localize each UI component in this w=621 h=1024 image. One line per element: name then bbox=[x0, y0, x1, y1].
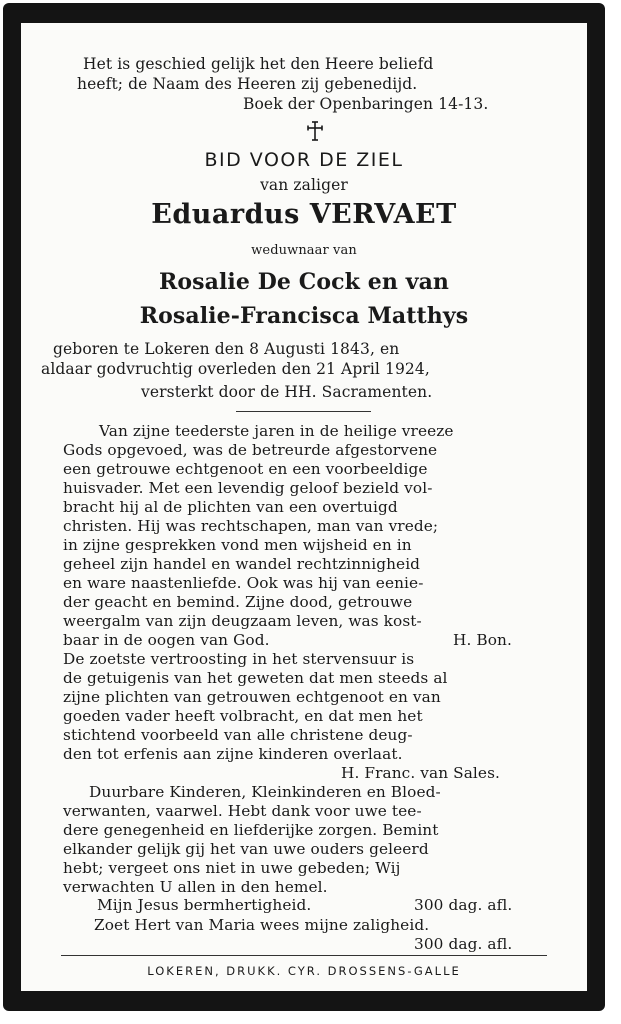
body-line: en ware naastenliefde. Ook was hij van eenie- bbox=[63, 574, 424, 592]
attribution: H. Bon. bbox=[453, 631, 512, 649]
body-line: dere genegenheid en liefderijke zorgen. Bemint bbox=[63, 821, 439, 839]
body-line: der geacht en bemind. Zijne dood, getrouwe bbox=[63, 593, 413, 611]
body-line: De zoetste vertroosting in het stervensuur is bbox=[63, 650, 415, 668]
body-line: huisvader. Met een levendig geloof bezield vol- bbox=[63, 479, 433, 497]
spouse-1: Rosalie De Cock en van bbox=[158, 269, 450, 295]
spouse-2: Rosalie-Francisca Matthys bbox=[139, 303, 469, 329]
attribution: H. Franc. van Sales. bbox=[341, 764, 500, 782]
prayer-2: Zoet Hert van Maria wees mijne zaligheid. bbox=[94, 916, 430, 934]
body-line: zijne plichten van getrouwen echtgenoot en van bbox=[63, 688, 441, 706]
quote-line-2: heeft; de Naam des Heeren zij gebenedijd. bbox=[77, 75, 418, 93]
body-line: weergalm van zijn deugzaam leven, was kost- bbox=[63, 612, 422, 630]
body-line: baar in de oogen van God. bbox=[63, 631, 270, 649]
deceased-name: Eduardus VERVAET bbox=[151, 199, 457, 230]
body-line: stichtend voorbeeld van alle christene deug- bbox=[63, 726, 413, 744]
cross-icon bbox=[304, 120, 326, 142]
body-line: een getrouwe echtgenoot en een voorbeeldige bbox=[63, 460, 428, 478]
card-content bbox=[21, 23, 587, 991]
body-line: geheel zijn handel en wandel rechtzinnigheid bbox=[63, 555, 421, 573]
body-line: hebt; vergeet ons niet in uwe gebeden; Wij bbox=[63, 859, 401, 877]
body-line: verwachten U allen in den hemel. bbox=[63, 878, 328, 896]
body-line: verwanten, vaarwel. Hebt dank voor uwe tee- bbox=[63, 802, 422, 820]
quote-line-1: Het is geschied gelijk het den Heere beliefd bbox=[83, 55, 434, 73]
footer-rule bbox=[61, 955, 547, 956]
body-line: Gods opgevoed, was de betreurde afgestorvene bbox=[63, 441, 438, 459]
indulgence-1: 300 dag. afl. bbox=[414, 896, 513, 914]
divider bbox=[236, 411, 371, 412]
bio-line-1: geboren te Lokeren den 8 Augusti 1843, en bbox=[53, 340, 400, 358]
weduwnaar-van: weduwnaar van bbox=[251, 243, 357, 258]
body-line: goeden vader heeft volbracht, en dat men het bbox=[63, 707, 423, 725]
printer-imprint: LOKEREN, DRUKK. CYR. DROSSENS-GALLE bbox=[147, 964, 461, 978]
body-line: elkander gelijk gij het van uwe ouders geleerd bbox=[63, 840, 429, 858]
quote-source: Boek der Openbaringen 14-13. bbox=[243, 95, 489, 113]
bio-line-2: aldaar godvruchtig overleden den 21 April 1924, bbox=[41, 360, 430, 378]
body-line: Van zijne teederste jaren in de heilige vreeze bbox=[99, 422, 454, 440]
prayer-1: Mijn Jesus bermhertigheid. bbox=[97, 896, 312, 914]
body-line: bracht hij al de plichten van een overtuigd bbox=[63, 498, 398, 516]
body-line: in zijne gesprekken vond men wijsheid en in bbox=[63, 536, 412, 554]
indulgence-2: 300 dag. afl. bbox=[414, 935, 513, 953]
body-line: christen. Hij was rechtschapen, man van vrede; bbox=[63, 517, 439, 535]
bio-line-3: versterkt door de HH. Sacramenten. bbox=[141, 383, 433, 401]
body-line: Duurbare Kinderen, Kleinkinderen en Bloed- bbox=[89, 783, 441, 801]
heading: BID VOOR DE ZIEL bbox=[204, 149, 404, 171]
body-line: de getuigenis van het geweten dat men steeds al bbox=[63, 669, 448, 687]
van-zaliger: van zaliger bbox=[260, 176, 348, 194]
body-line: den tot erfenis aan zijne kinderen overlaat. bbox=[63, 745, 403, 763]
memorial-card bbox=[3, 3, 605, 1011]
